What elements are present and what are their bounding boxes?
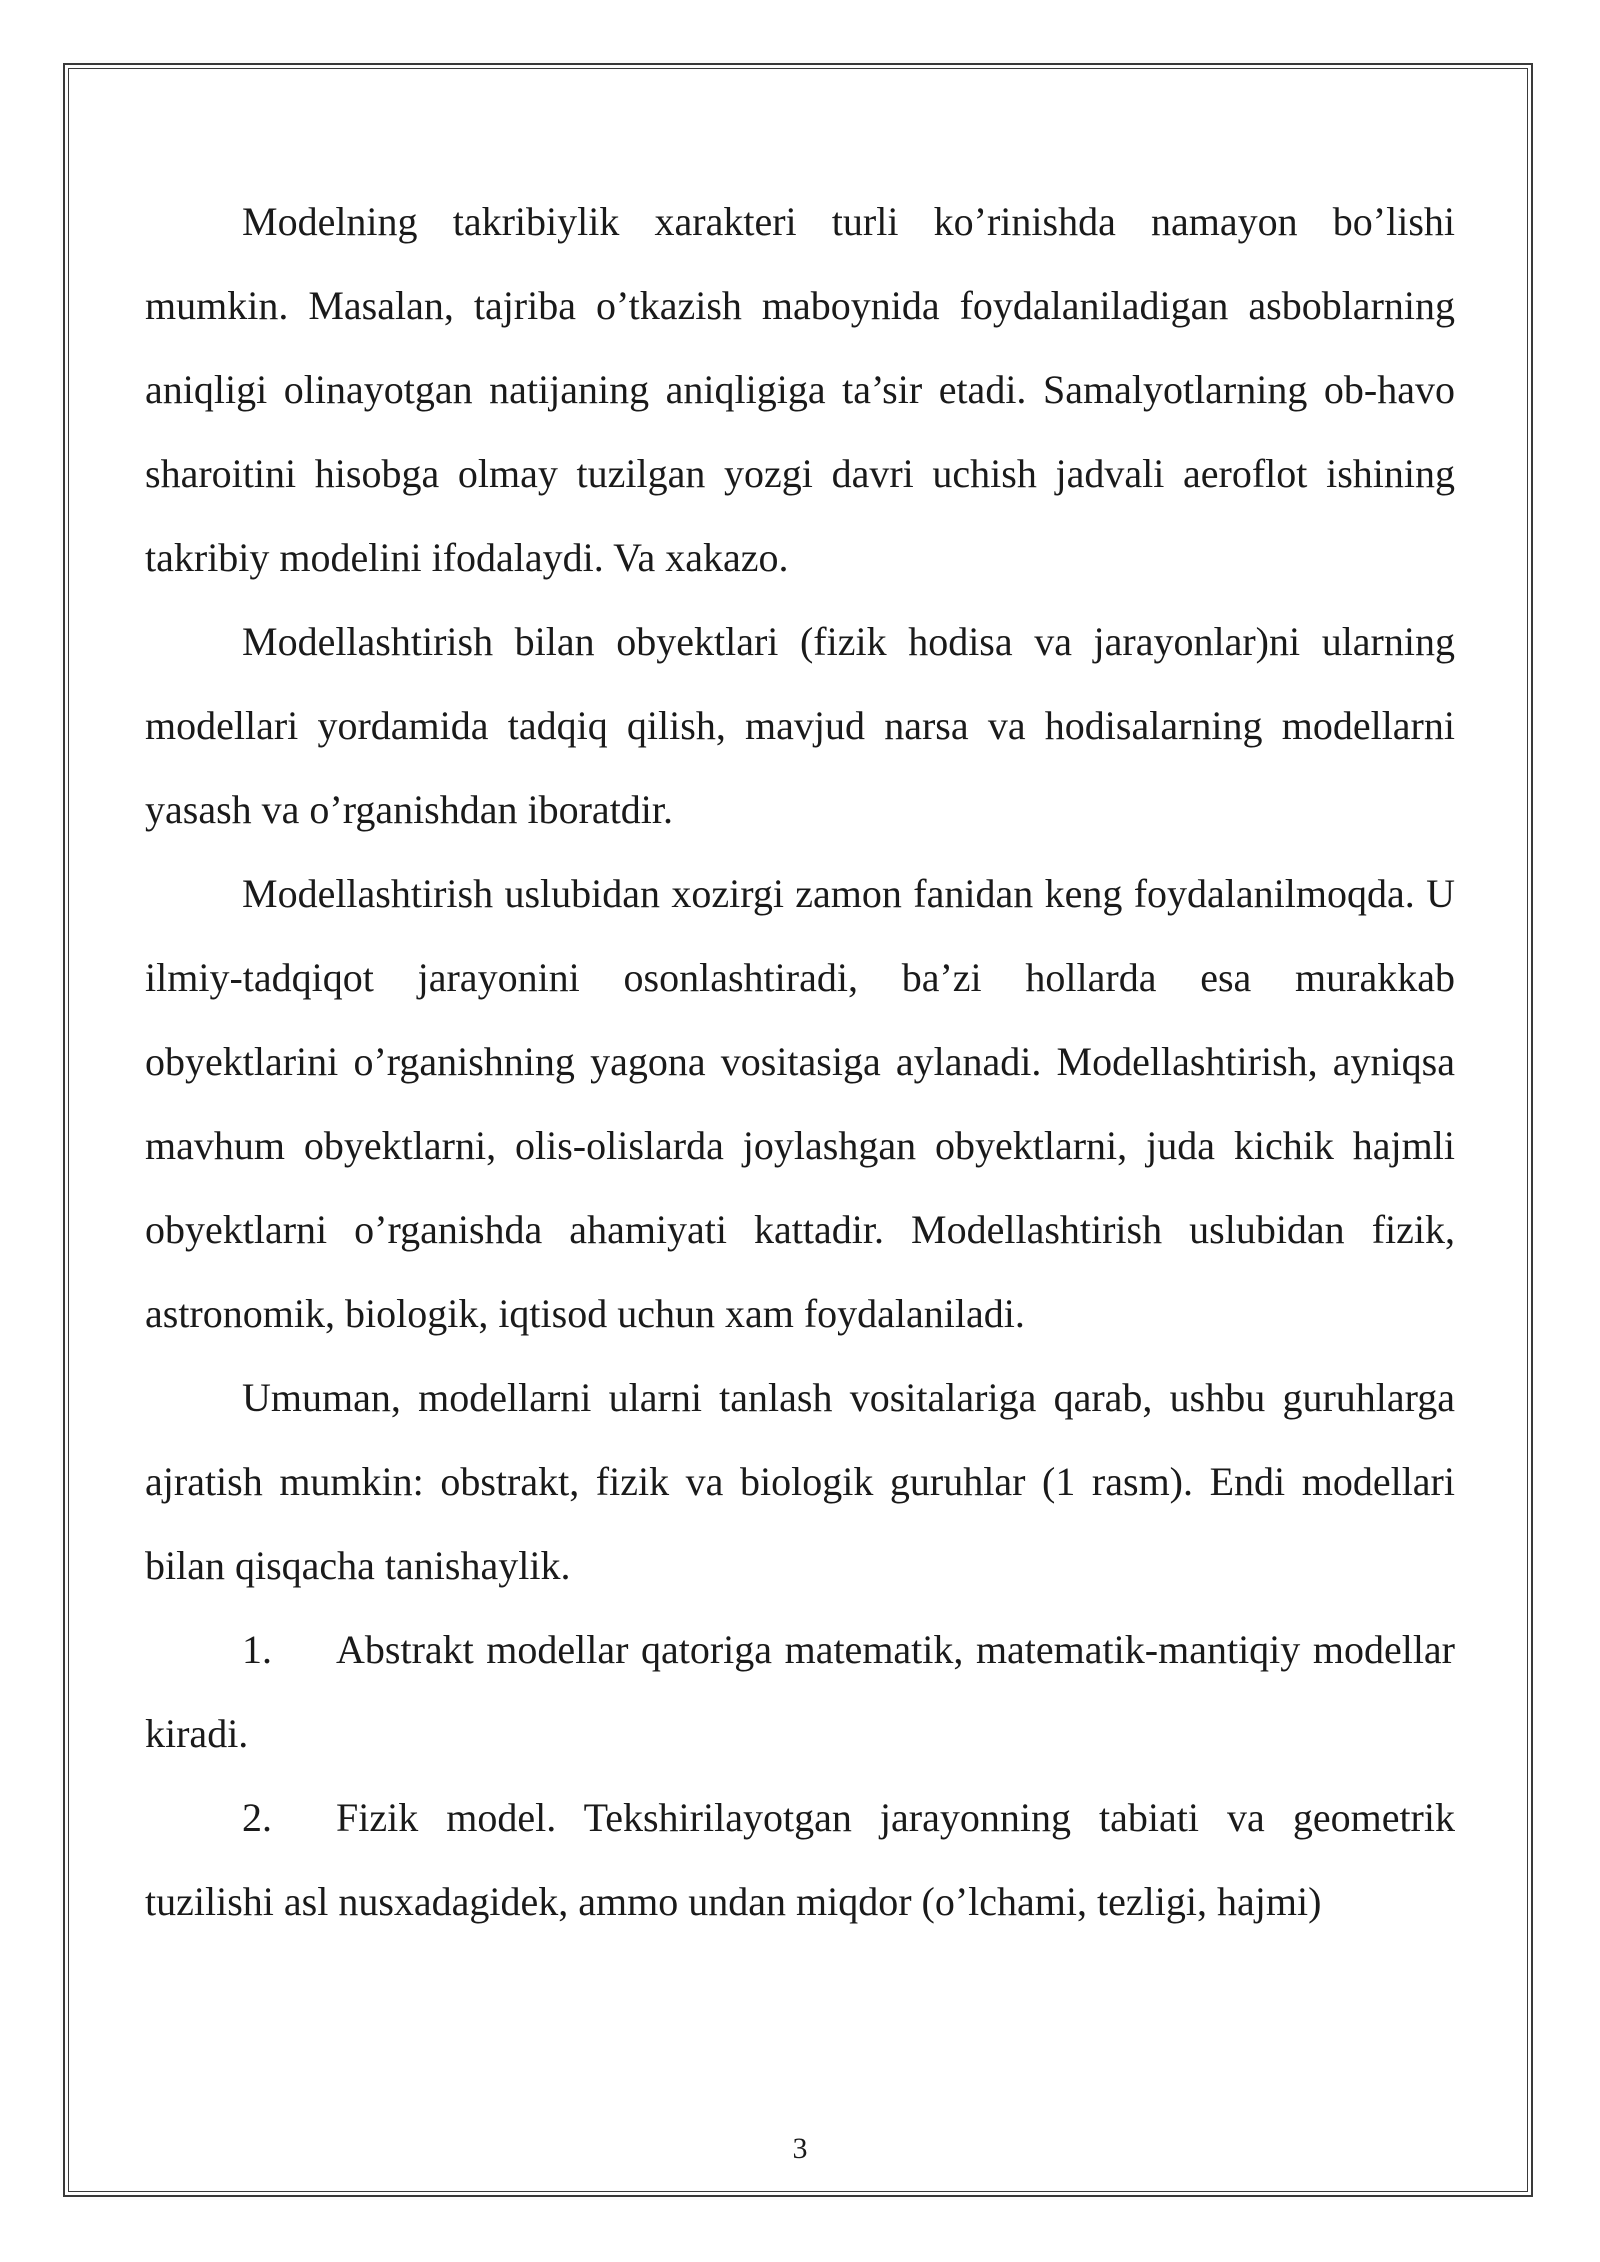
- paragraph: Modelning takribiylik xarakteri turli ko’rinishda namayon bo’lishi mumkin. Masalan, tajriba o’tkazish maboynida foydalaniladigan asboblarning aniqligi olinayotgan natijaning aniqligiga ta’sir etadi. Samalyotlarning ob-havo sharoitini hisobga olmay tuzilgan yozgi davri uchish jadvali aeroflot ishining takribiy modelini ifodalaydi. Va xakazo.: [145, 199, 1455, 580]
- list-item-text: Fizik model. Tekshirilayotgan jarayonning tabiati va geometrik tuzilishi asl nusxadagidek, ammo undan miqdor (o’lchami, tezligi, hajmi): [145, 1795, 1455, 1924]
- paragraph: Modellashtirish bilan obyektlari (fizik hodisa va jarayonlar)ni ularning modellari yordamida tadqiq qilish, mavjud narsa va hodisalarning modellarni yasash va o’rganishdan iboratdir.: [145, 619, 1455, 832]
- list-item-number: 1.: [242, 1627, 272, 1672]
- page-number: 3: [792, 2132, 808, 2165]
- document-body: [145, 180, 1455, 1944]
- paragraph: Modellashtirish uslubidan xozirgi zamon fanidan keng foydalanilmoqda. U ilmiy-tadqiqot jarayonini osonlashtiradi, ba’zi hollarda esa murakkab obyektlarini o’rganishning yagona vositasiga aylanadi. Modellashtirish, ayniqsa mavhum obyektlarni, olis-olislarda joylashgan obyektlarni, juda kichik hajmli obyektlarni o’rganishda ahamiyati kattadir. Modellashtirish uslubidan fizik, astronomik, biologik, iqtisod uchun xam foydalaniladi.: [145, 871, 1455, 1336]
- paragraph: Umuman, modellarni ularni tanlash vositalariga qarab, ushbu guruhlarga ajratish mumkin: obstrakt, fizik va biologik guruhlar (1 rasm). Endi modellari bilan qisqacha tanishaylik.: [145, 1375, 1455, 1588]
- list-item: [145, 1776, 1455, 1944]
- list-item-text: Abstrakt modellar qatoriga matematik, matematik-mantiqiy modellar kiradi.: [145, 1627, 1455, 1756]
- list-item-number: 2.: [242, 1795, 272, 1840]
- list-item: [145, 1608, 1455, 1776]
